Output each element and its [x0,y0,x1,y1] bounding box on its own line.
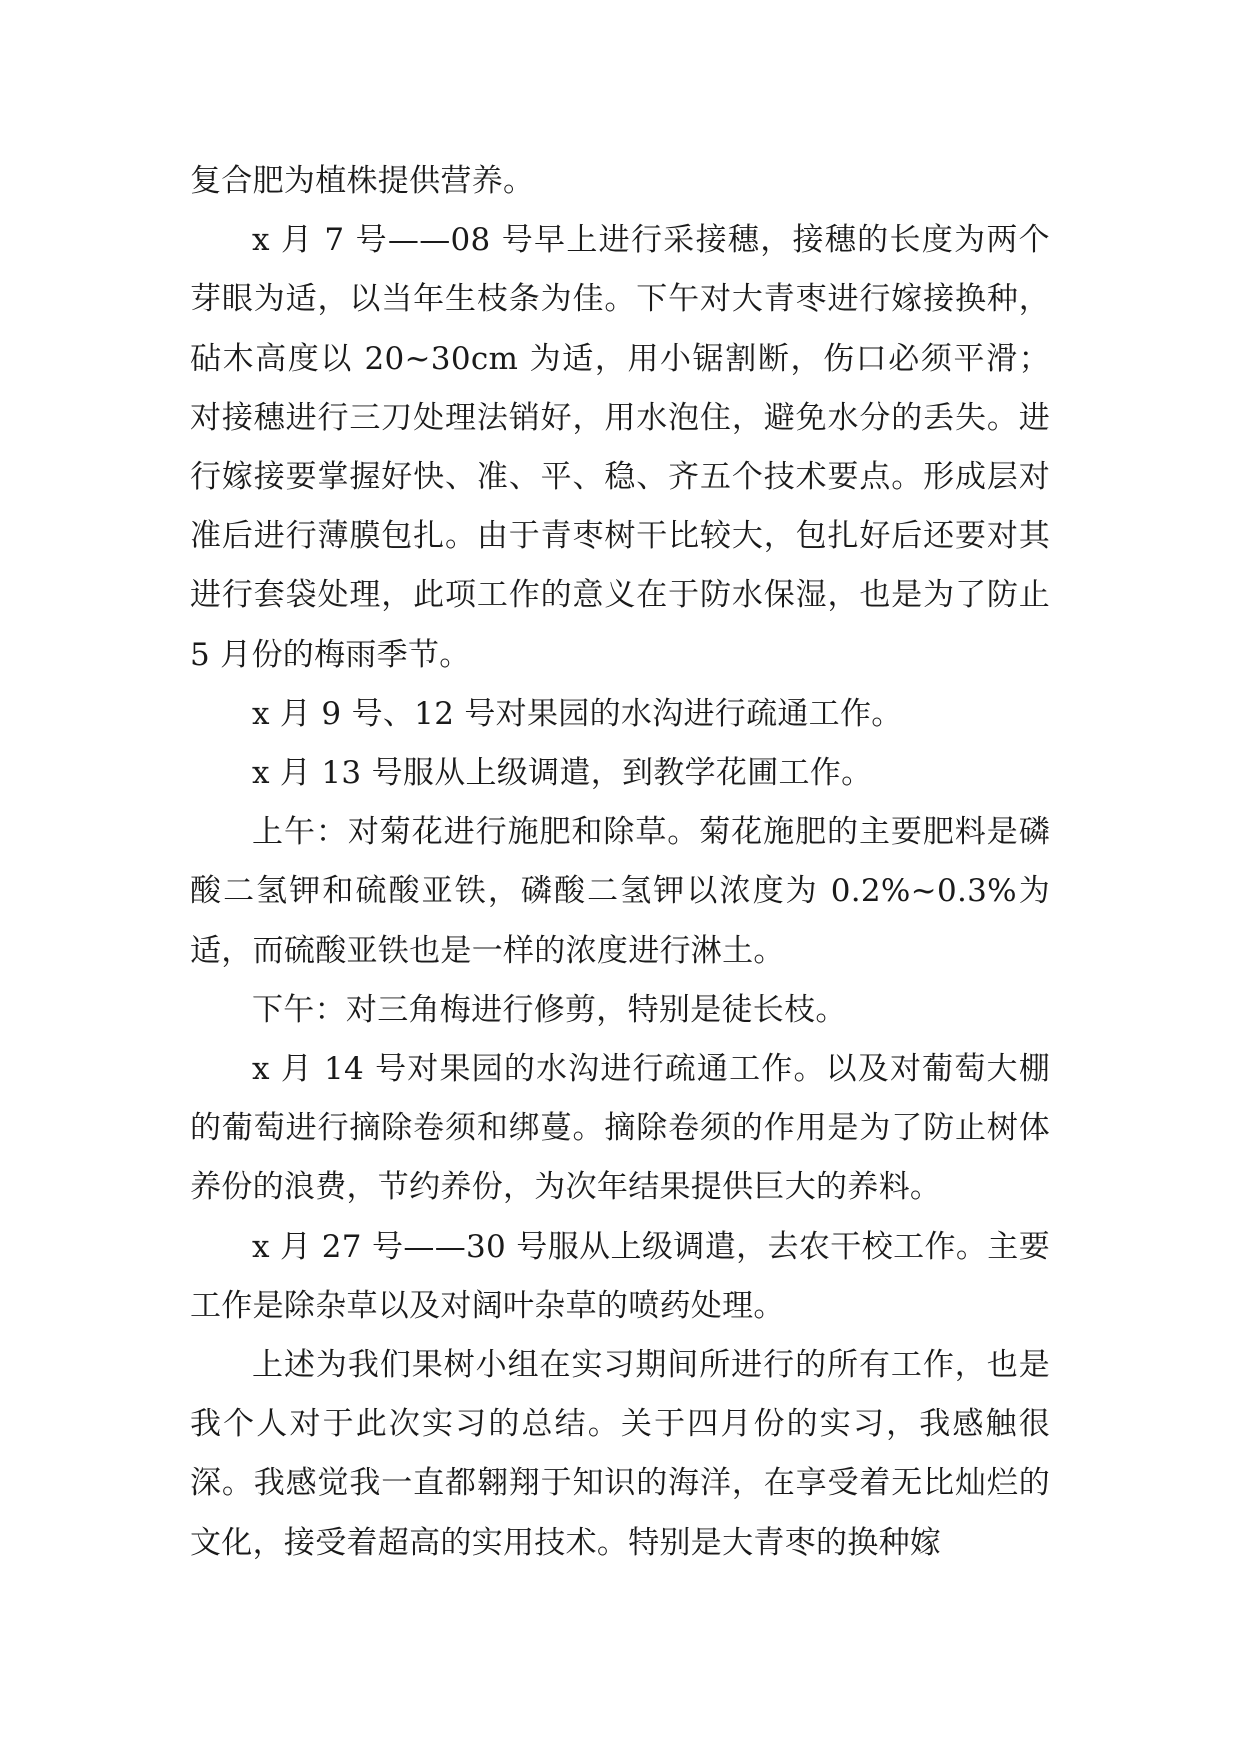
paragraph-4: x 月 13 号服从上级调遣，到教学花圃工作。 [252,755,873,792]
paragraph-2: x 月 7 号——08 号早上进行采接穗，接穗的长度为两个芽眼为适，以当年生枝条为佳。下午对大青枣进行嫁接换种，砧木高度以 20~30cm 为适，用小锯割断，伤口必须平滑；对接穗进行三刀处理法销好，用水泡住，避免水分的丢失。进行嫁接要掌握好快、准、平、稳、齐五个技术要点。形成层对准后进行薄膜包扎。由于青枣树干比较大，包扎好后还要对其进行套袋处理，此项工作的意义在于防水保湿，也是为了防止 5 月份的梅雨季节。 [190,222,1050,673]
paragraph-9: 上述为我们果树小组在实习期间所进行的所有工作，也是我个人对于此次实习的总结。关于四月份的实习，我感触很深。我感觉我一直都翱翔于知识的海洋，在享受着无比灿烂的文化，接受着超高的实用技术。特别是大青枣的换种嫁 [190,1347,1050,1561]
document-body [190,152,1050,1573]
paragraph-7: x 月 14 号对果园的水沟进行疏通工作。以及对葡萄大棚的葡萄进行摘除卷须和绑蔓。摘除卷须的作用是为了防止树体养份的浪费，节约养份，为次年结果提供巨大的养料。 [190,1051,1050,1206]
paragraph-3: x 月 9 号、12 号对果园的水沟进行疏通工作。 [252,695,903,732]
paragraph-8: x 月 27 号——30 号服从上级调遣，去农干校工作。主要工作是除杂草以及对阔叶杂草的喷药处理。 [190,1228,1050,1324]
paragraph-1: 复合肥为植株提供营养。 [190,163,535,199]
paragraph-6: 下午：对三角梅进行修剪，特别是徒长枝。 [252,991,847,1028]
paragraph-5: 上午：对菊花进行施肥和除草。菊花施肥的主要肥料是磷酸二氢钾和硫酸亚铁，磷酸二氢钾以浓度为 0.2%~0.3%为适，而硫酸亚铁也是一样的浓度进行淋土。 [190,814,1050,969]
